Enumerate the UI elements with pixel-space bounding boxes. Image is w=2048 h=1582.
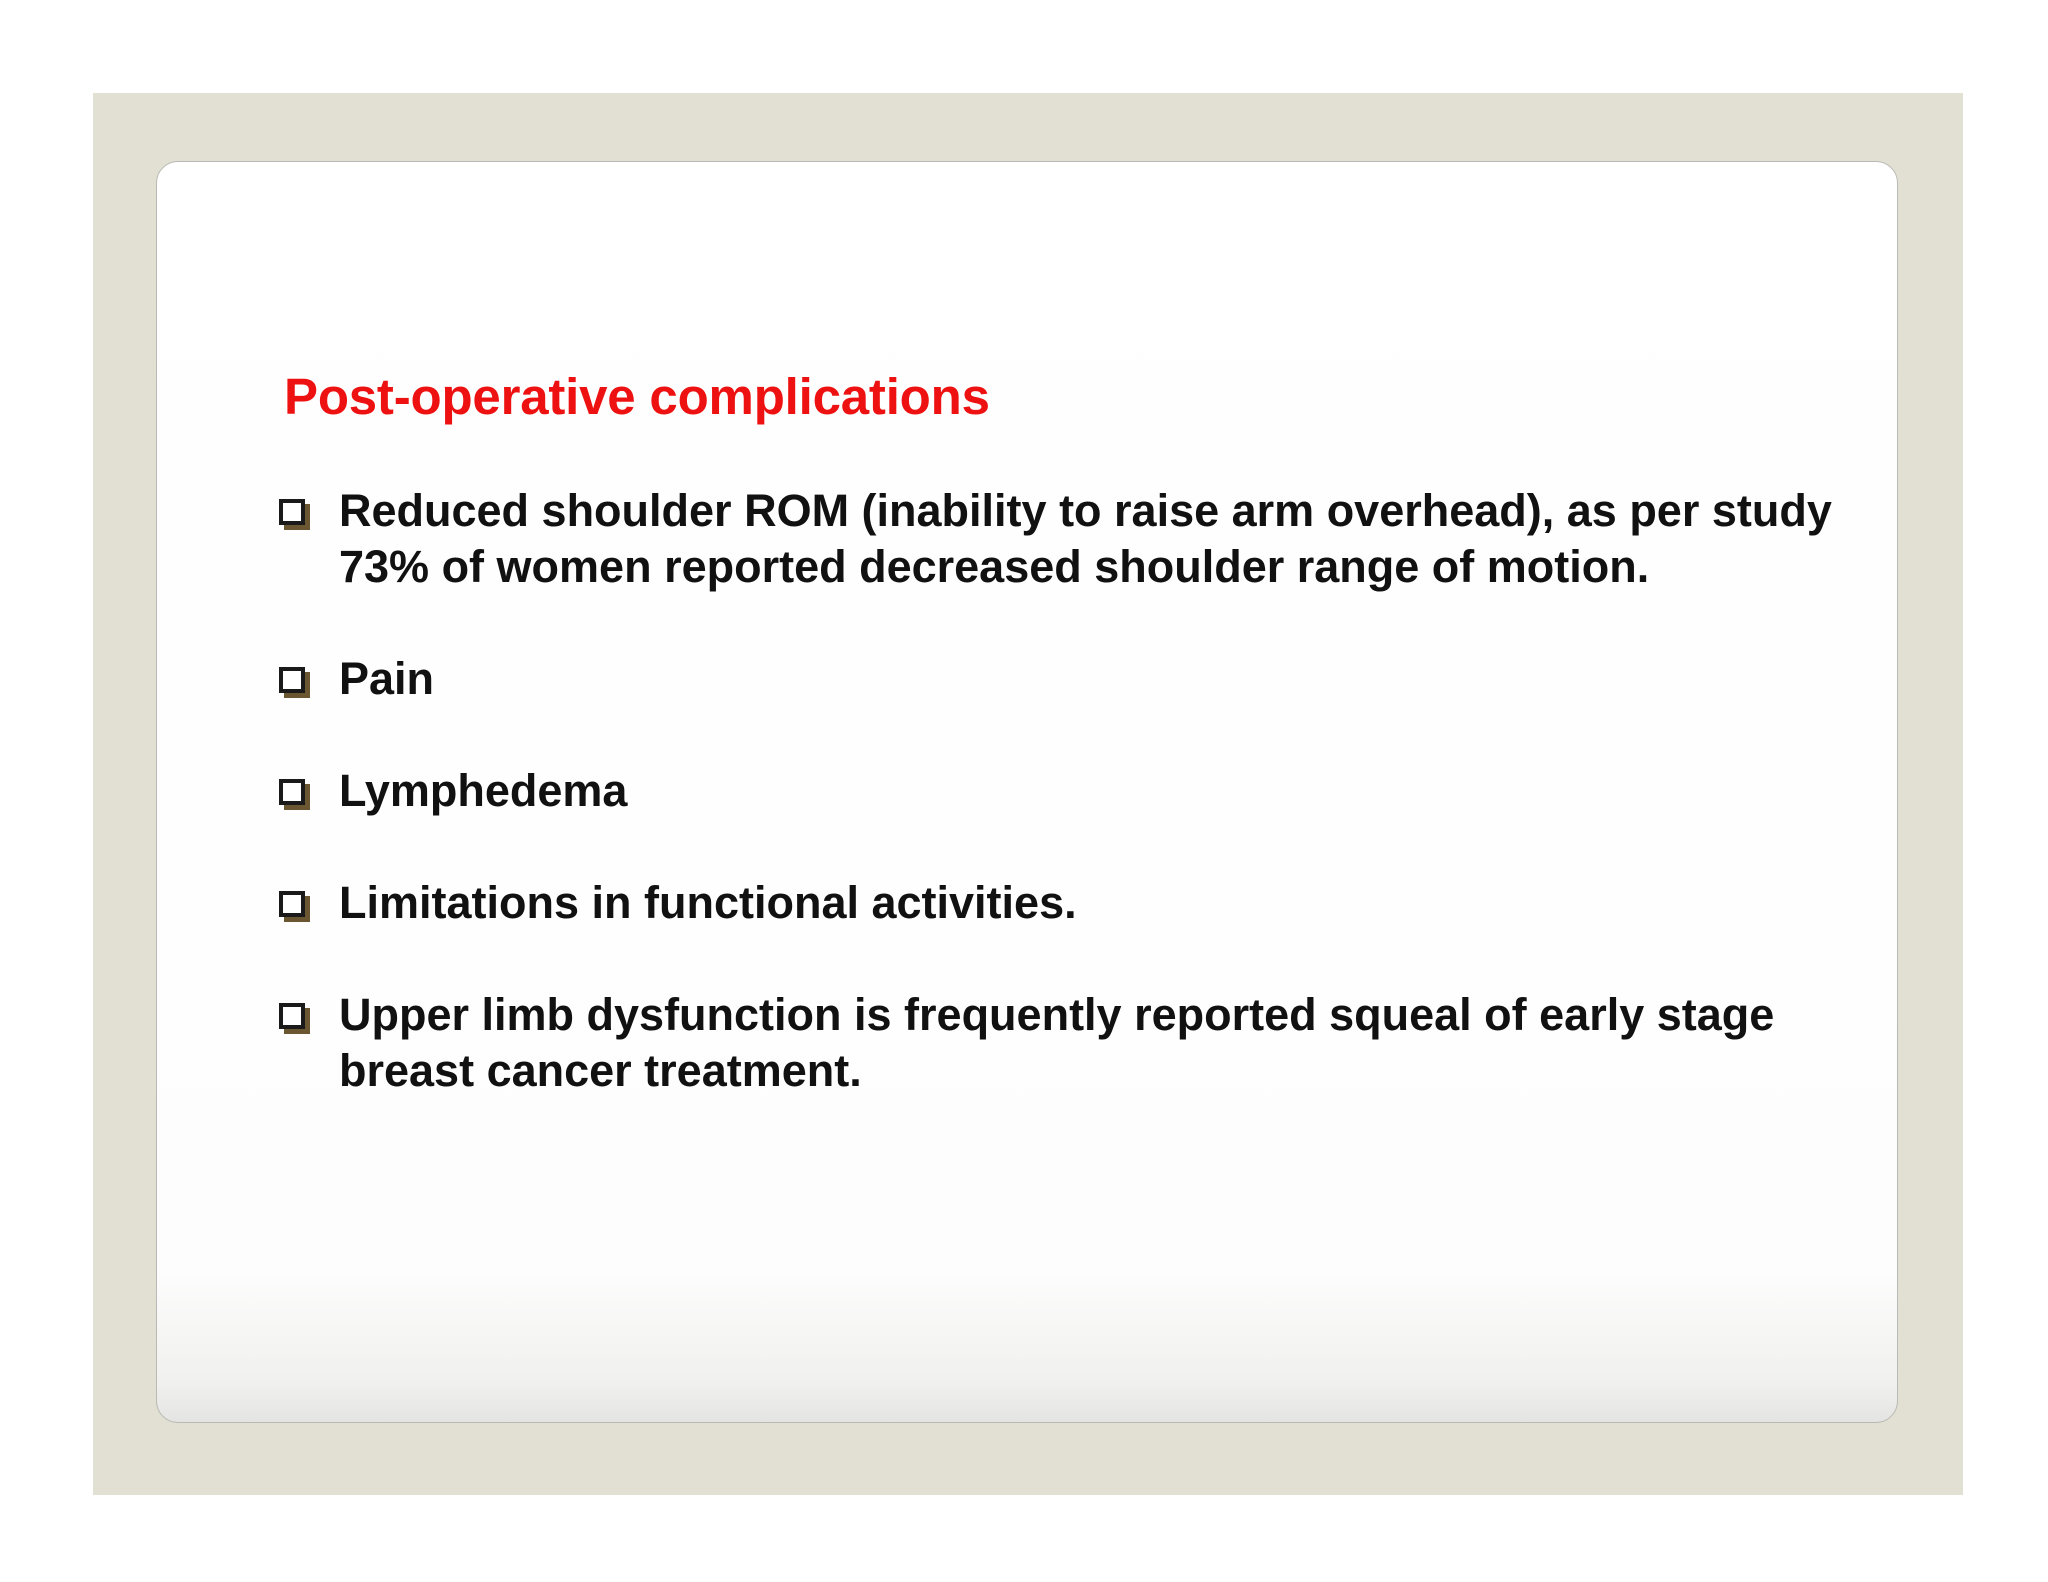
bullet-text: Upper limb dysfunction is frequently reported squeal of early stage breast cancer treatment. [339, 989, 1775, 1096]
bullet-text: Pain [339, 653, 435, 704]
bullet-list [279, 483, 1839, 1099]
checkbox-icon [279, 667, 305, 693]
checkbox-icon [279, 779, 305, 805]
bullet-text: Reduced shoulder ROM (inability to raise arm overhead), as per study 73% of women reported decreased shoulder range of motion. [339, 485, 1832, 592]
bullet-text: Limitations in functional activities. [339, 877, 1077, 928]
bullet-item-functional-limitations [279, 875, 1839, 931]
bullet-item-reduced-shoulder-rom [279, 483, 1839, 595]
slide-content-card [156, 161, 1898, 1423]
slide-title: Post-operative complications [284, 368, 990, 425]
bullet-item-upper-limb-dysfunction [279, 987, 1839, 1099]
slide-frame [93, 93, 1963, 1495]
checkbox-icon [279, 891, 305, 917]
checkbox-icon [279, 1003, 305, 1029]
bullet-text: Lymphedema [339, 765, 628, 816]
checkbox-icon [279, 499, 305, 525]
bullet-item-lymphedema [279, 763, 1839, 819]
bullet-item-pain [279, 651, 1839, 707]
